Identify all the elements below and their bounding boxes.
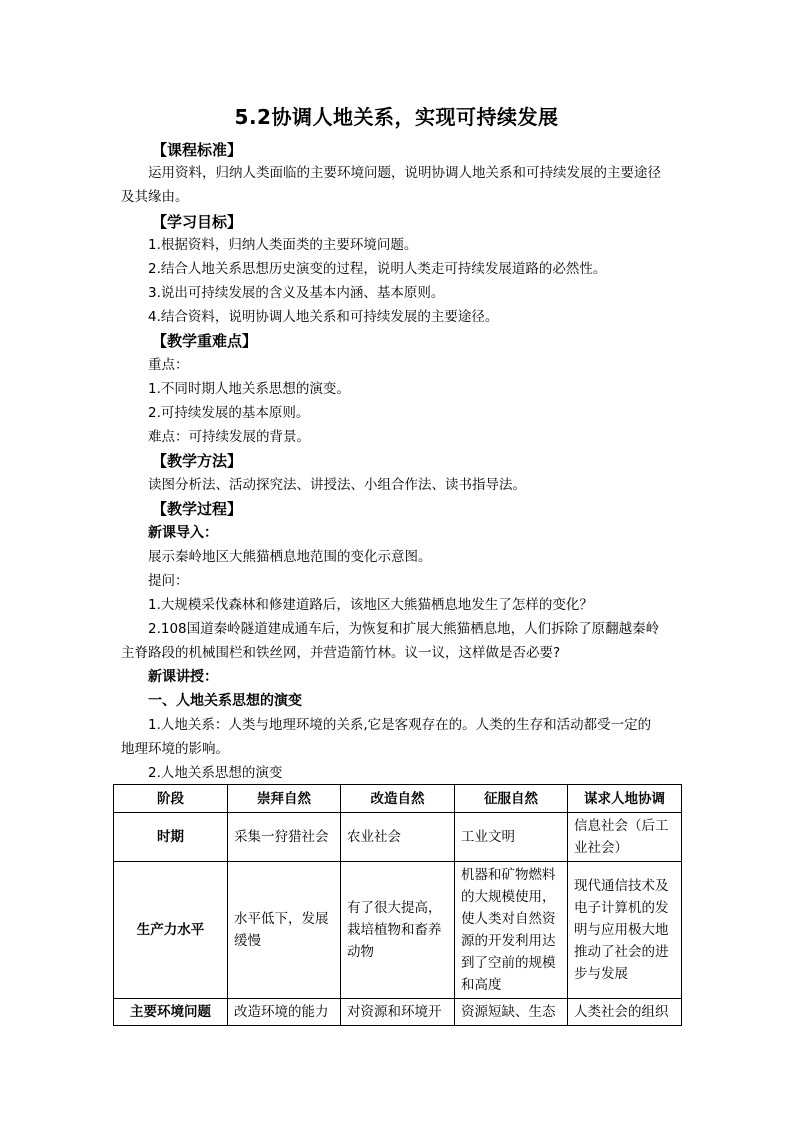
objectives-heading: 【学习目标】 [152,213,243,231]
question-1: 1.大规模采伐森林和修建道路后，该地区大熊猫栖息地发生了怎样的变化？ [148,597,593,613]
question-label: 提问： [148,573,189,589]
curriculum-text-line-1: 运用资料，归纳人类面临的主要环境问题，说明协调人地关系和可持续发展的主要途径 [148,165,661,181]
page-title: 5.2协调人地关系，实现可持续发展 [234,105,559,129]
table-row [114,813,682,862]
lecture-label: 新课讲授： [148,669,218,685]
methods-text: 读图分析法、活动探究法、讲授法、小组合作法、读书指导法。 [148,477,526,493]
objective-item: 1.根据资料，归纳人类面类的主要环境问题。 [148,237,418,253]
table-row [114,862,682,999]
key-point-item: 1.不同时期人地关系思想的演变。 [148,381,350,397]
table-cell: 水平低下，发展缓慢 [228,862,341,999]
row-label-productivity: 生产力水平 [114,862,228,999]
section-1-heading: 一、人地关系思想的演变 [148,693,302,709]
point-1-line-1: 1.人地关系：人类与地理环境的关系,它是客观存在的。人类的生存和活动都受一定的 [148,717,652,733]
row-label-period: 时期 [114,813,228,862]
point-1-line-2: 地理环境的影响。 [121,741,229,757]
table-cell: 资源短缺、生态 [455,999,568,1026]
question-2-line-2: 主脊路段的机械围栏和铁丝网，并营造箭竹林。议一议，这样做是否必要? [121,645,561,661]
point-2: 2.人地关系思想的演变 [148,765,283,781]
intro-text: 展示秦岭地区大熊猫栖息地范围的变化示意图。 [148,549,432,565]
table-header-cell: 谋求人地协调 [568,785,682,813]
table-header-cell: 改造自然 [341,785,455,813]
key-point-item: 2.可持续发展的基本原则。 [148,405,310,421]
evolution-table [113,784,682,1026]
table-cell: 人类社会的组织 [568,999,682,1026]
table-header-cell: 征服自然 [455,785,568,813]
table-header-cell: 崇拜自然 [228,785,341,813]
table-cell: 农业社会 [341,813,455,862]
table-cell: 有了很大提高，栽培植物和畜养动物 [341,862,455,999]
table-cell: 现代通信技术及电子计算机的发明与应用极大地推动了社会的进步与发展 [568,862,682,999]
table-cell: 机器和矿物燃料的大规模使用，使人类对自然资源的开发利用达到了空前的规模和高度 [455,862,568,999]
methods-heading: 【教学方法】 [152,452,243,470]
objective-item: 4.结合资料，说明协调人地关系和可持续发展的主要途径。 [148,309,499,325]
table-cell: 采集一狩猎社会 [228,813,341,862]
question-2-line-1: 2.108国道秦岭隧道建成通车后，为恢复和扩展大熊猫栖息地，人们拆除了原翻越秦岭 [148,621,660,637]
objective-item: 2.结合人地关系思想历史演变的过程，说明人类走可持续发展道路的必然性。 [148,261,607,277]
table-header-row [114,785,682,813]
table-row [114,999,682,1026]
table-header-cell: 阶段 [114,785,228,813]
process-heading: 【教学过程】 [152,500,243,518]
key-points-heading: 【教学重难点】 [152,332,258,350]
table-cell: 对资源和环境开 [341,999,455,1026]
table-cell: 信息社会（后工业社会） [568,813,682,862]
objective-item: 3.说出可持续发展的含义及基本内涵、基本原则。 [148,285,445,301]
table-cell: 工业文明 [455,813,568,862]
key-points-label: 重点： [148,357,189,373]
difficulty-text: 难点：可持续发展的背景。 [148,429,310,445]
intro-label: 新课导入： [148,525,218,541]
curriculum-text-line-2: 及其缘由。 [121,189,189,205]
curriculum-heading: 【课程标准】 [152,141,243,159]
table-cell: 改造环境的能力 [228,999,341,1026]
row-label-environment: 主要环境问题 [114,999,228,1026]
